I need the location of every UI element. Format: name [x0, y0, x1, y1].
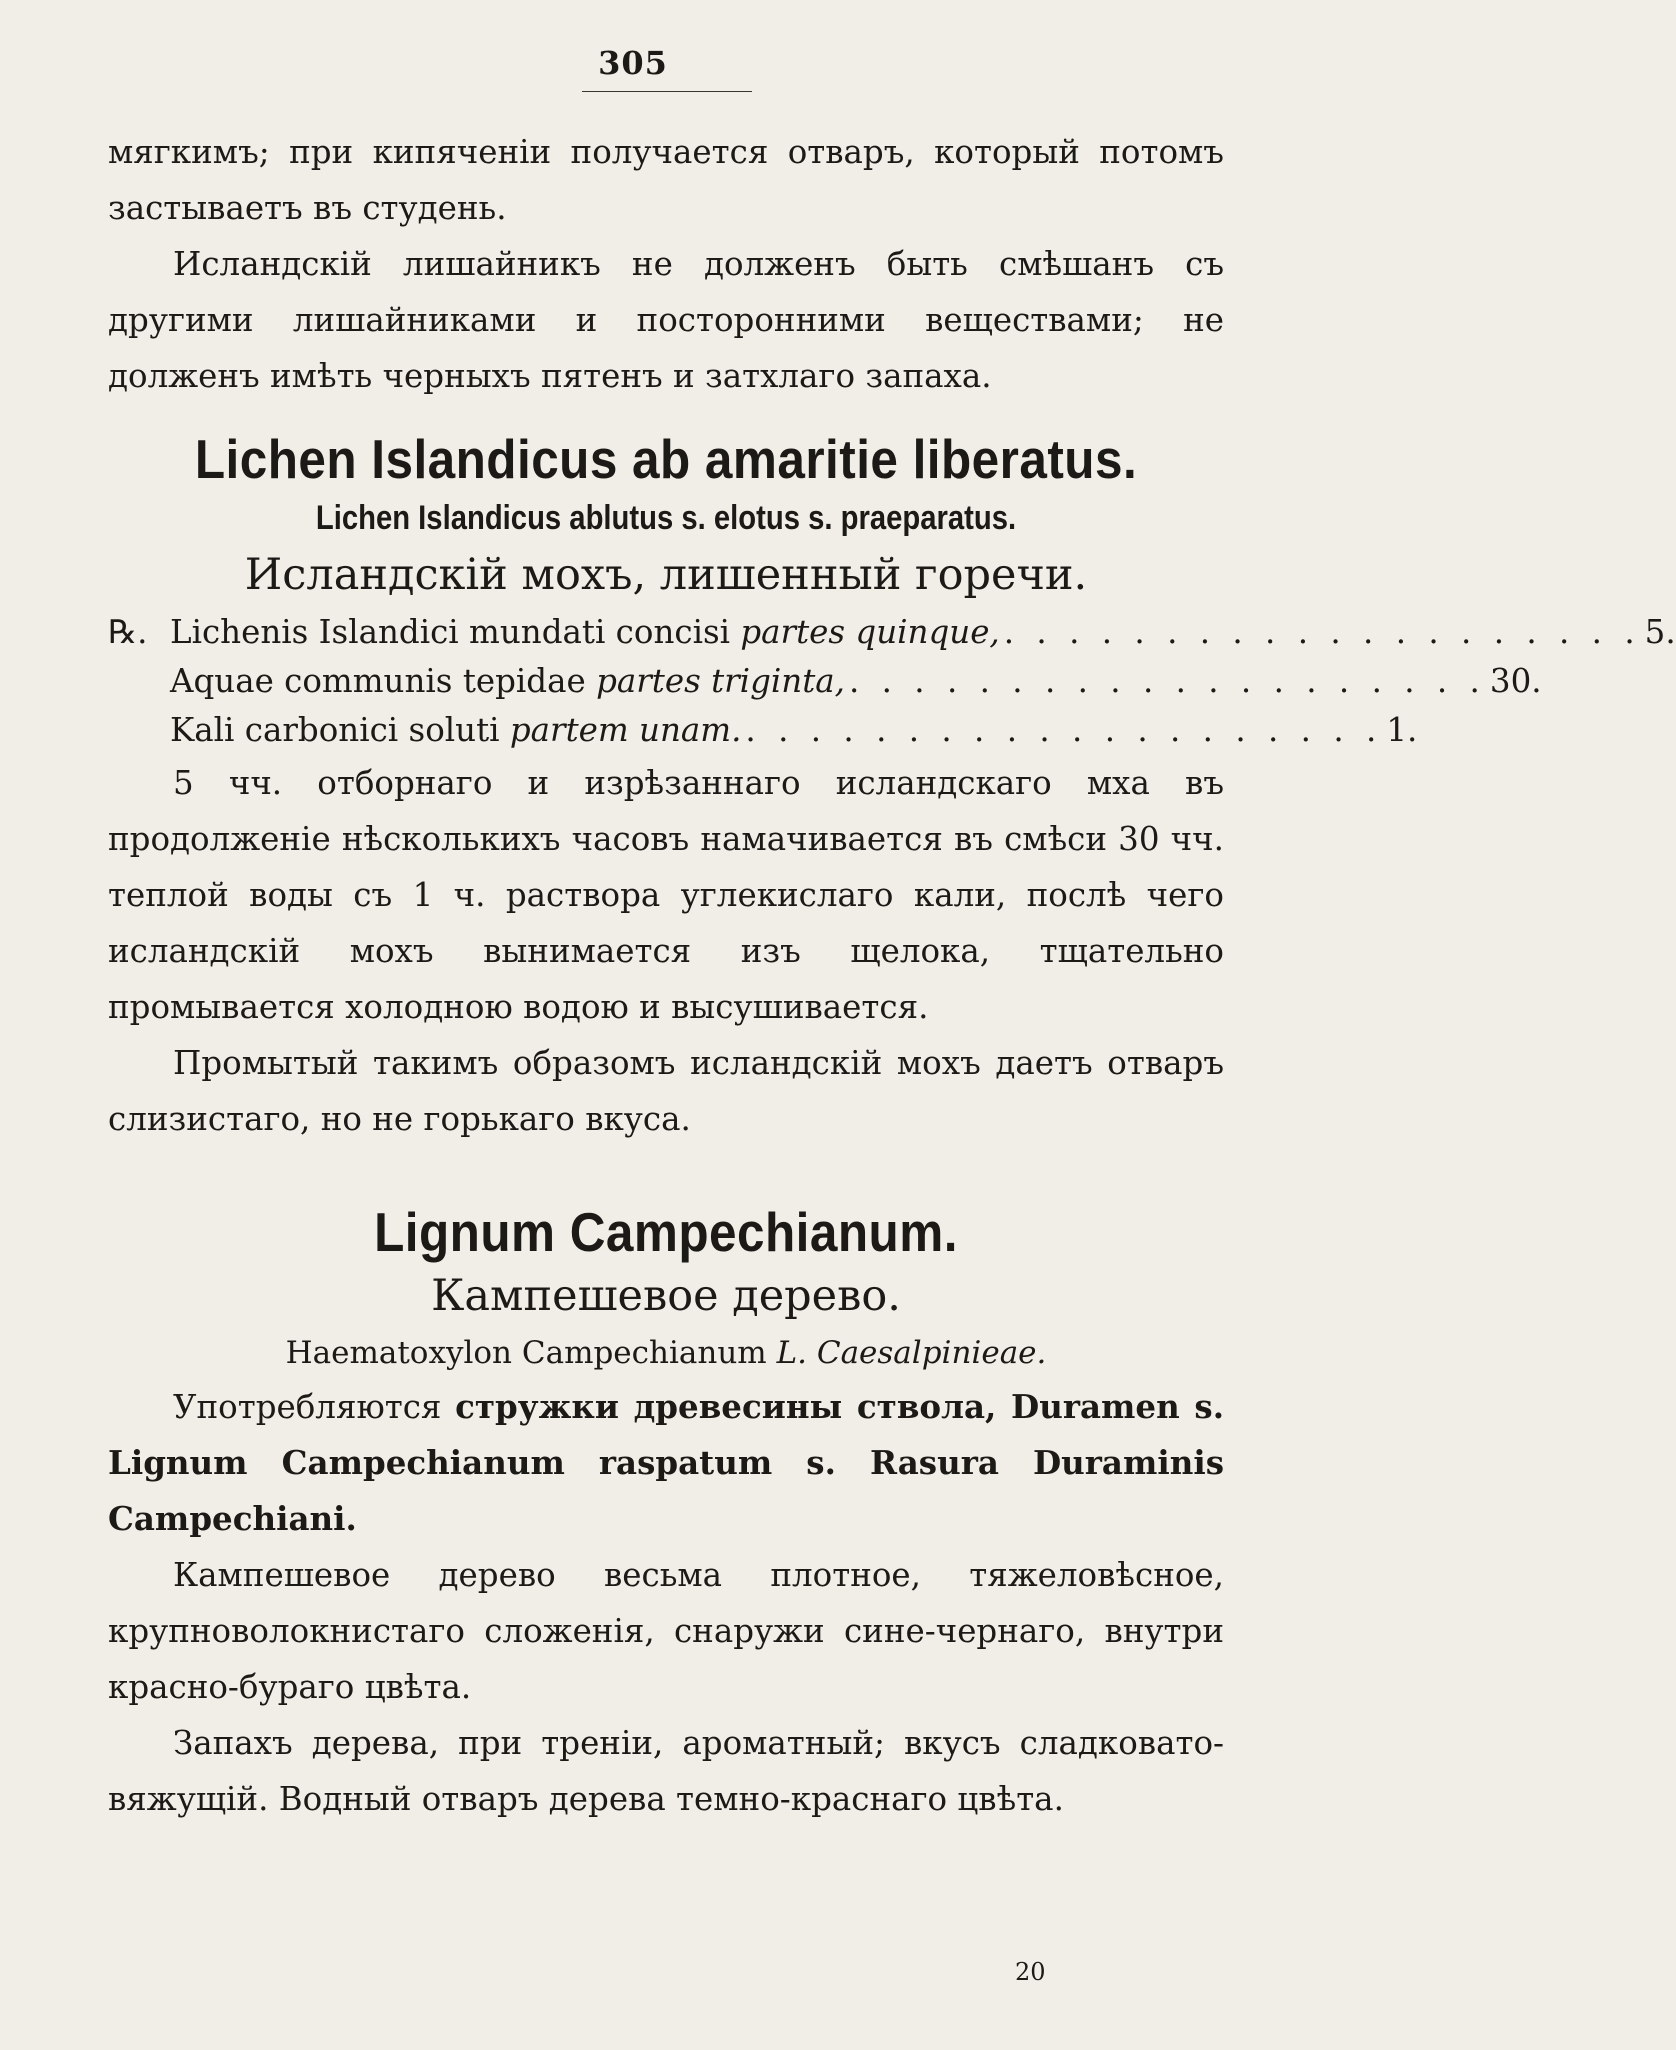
section-title-lignum: Lignum Campechianum.: [374, 1201, 958, 1263]
page-number: 305: [598, 44, 668, 82]
recipe-leader: . . . . . . . . . . . . . . . . . . . .: [1003, 613, 1641, 651]
section-russian-title-lignum: Кампешевое дерево.: [431, 1271, 901, 1321]
paragraph-continuation: мягкимъ; при кипяченіи получается отваръ, который потомъ застываетъ въ студень.: [108, 133, 1224, 227]
recipe-line: [108, 608, 1676, 657]
recipe: [108, 608, 1676, 755]
section-synonyms-lichen: Lichen Islandicus ablutus s. elotus s. praeparatus.: [315, 499, 1017, 537]
species-line: [108, 1327, 1224, 1379]
signature-mark: 20: [1015, 1958, 1046, 1986]
recipe-line: [108, 657, 1542, 706]
usage-prefix: Употребляются: [173, 1388, 456, 1426]
recipe-amount: 1.: [1386, 711, 1418, 749]
species-name: Haematoxylon Campechianum: [285, 1335, 777, 1371]
recipe-quantity: partes triginta,: [596, 662, 845, 700]
recipe-ingredient: Aquae communis tepidae: [170, 662, 597, 700]
recipe-symbol: ℞.: [108, 613, 148, 651]
recipe-leader: . . . . . . . . . . . . . . . . . . . .: [848, 662, 1486, 700]
paragraph-preparation: 5 чч. отборнаго и изрѣзаннаго исландскаго мха въ продолженіе нѣсколькихъ часовъ намачивается въ смѣси 30 чч. теплой воды съ 1 ч. раствора углекислаго кали, послѣ чего исландскій мохъ вынимается изъ щелока, тщательно промывается холодною водою и высушивается.: [108, 764, 1224, 1026]
paragraph-description: Кампешевое дерево весьма плотное, тяжеловѣсное, крупноволокнистаго сложенія, снаружи сине-чернаго, внутри красно-бураго цвѣта.: [108, 1556, 1224, 1706]
paragraph-usage: [108, 1379, 1224, 1547]
recipe-quantity: partem unam.: [509, 711, 742, 749]
species-family: L. Caesalpinieae.: [776, 1335, 1047, 1371]
recipe-amount: 5.: [1644, 613, 1676, 651]
usage-bold: стружки древесины ствола, Duramen s. Lignum Campechianum raspatum s. Rasura Duraminis Campechiani.: [108, 1387, 1225, 1538]
paragraph-purity: Исландскій лишайникъ не долженъ быть смѣшанъ съ другими лишайниками и посторонними веществами; не долженъ имѣть черныхъ пятенъ и затхлаго запаха.: [108, 245, 1224, 395]
section-title-lichen: Lichen Islandicus ab amaritie liberatus.: [194, 428, 1138, 490]
recipe-line: [108, 706, 1418, 755]
recipe-quantity: partes quinque,: [740, 613, 1000, 651]
recipe-ingredient: Lichenis Islandici mundati concisi: [170, 613, 741, 651]
paragraph-smell-taste: Запахъ дерева, при треніи, ароматный; вкусъ сладковато-вяжущій. Водный отваръ дерева темно-краснаго цвѣта.: [108, 1724, 1224, 1818]
page-body: [108, 124, 1676, 1827]
recipe-leader: . . . . . . . . . . . . . . . . . . . .: [745, 711, 1383, 749]
page-number-rule: [582, 91, 752, 92]
paragraph-result: Промытый такимъ образомъ исландскій мохъ даетъ отваръ слизистаго, но не горькаго вкуса.: [108, 1044, 1224, 1138]
section-russian-title-lichen: Исландскій мохъ, лишенный горечи.: [244, 550, 1088, 600]
recipe-ingredient: Kali carbonici soluti: [170, 711, 510, 749]
recipe-amount: 30.: [1489, 662, 1542, 700]
